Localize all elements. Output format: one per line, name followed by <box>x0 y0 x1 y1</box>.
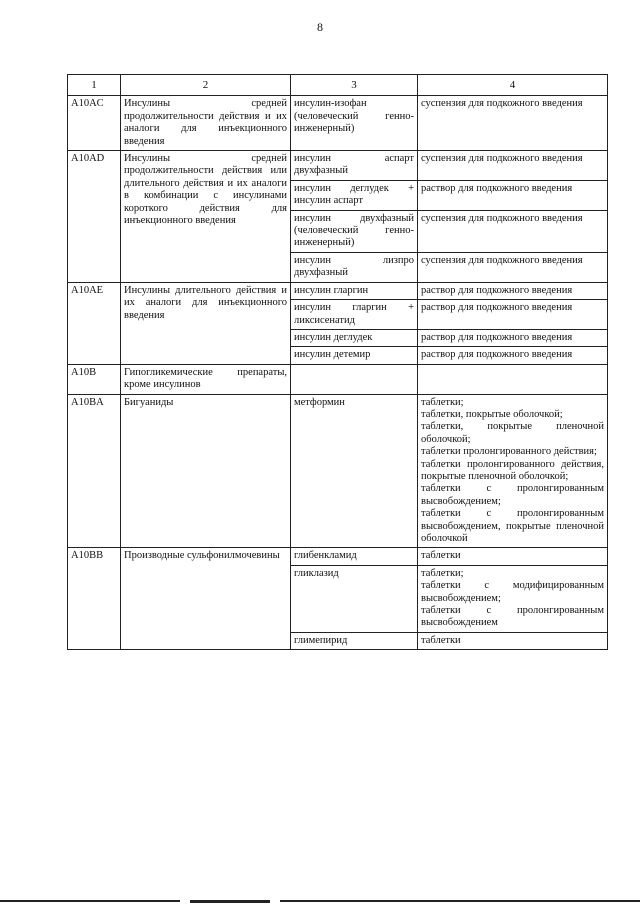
dosage-form-item: таблетки, покрытые пленочной оболочкой; <box>421 421 604 445</box>
dosage-forms <box>418 548 608 565</box>
drug-name: инсулин гларгин <box>291 282 418 299</box>
dosage-form-item: суспензия для подкожного введения <box>421 153 583 165</box>
table-row <box>68 151 608 181</box>
dosage-forms <box>418 347 608 364</box>
drug-name: глибенкламид <box>291 548 418 565</box>
atc-code: A10AE <box>68 282 121 364</box>
header-col-4: 4 <box>418 75 608 96</box>
drug-name: инсулин детемир <box>291 347 418 364</box>
drug-name: инсулин гларгин + ликсисенатид <box>291 300 418 330</box>
drug-name: инсулин аспарт двухфазный <box>291 151 418 181</box>
atc-code: A10BA <box>68 394 121 548</box>
dosage-form-item: таблетки с пролонгированным высвобождением <box>421 605 604 629</box>
group-name: Производные сульфонилмочевины <box>121 548 291 650</box>
dosage-forms <box>418 151 608 181</box>
dosage-forms <box>418 632 608 649</box>
dosage-form-item: суспензия для подкожного введения <box>421 212 583 224</box>
drug-name: инсулин двухфазный (человеческий генно-инженерный) <box>291 210 418 252</box>
drug-name: метформин <box>291 394 418 548</box>
drug-name: инсулин-изофан (человеческий генно-инженерный) <box>291 96 418 151</box>
drug-name: инсулин деглудек <box>291 329 418 346</box>
group-name: Инсулины средней продолжительности действия или длительного действия и их аналоги в комбинации с инсулинами короткого действия для инъекционного введения <box>121 151 291 283</box>
dosage-form-item: таблетки пролонгированного действия; <box>421 446 597 458</box>
dosage-form-item: таблетки с пролонгированным высвобождением; <box>421 483 604 507</box>
dosage-form-item: таблетки <box>421 550 461 562</box>
group-name: Бигуаниды <box>121 394 291 548</box>
table-row <box>68 394 608 548</box>
dosage-forms <box>418 96 608 151</box>
atc-code: A10AC <box>68 96 121 151</box>
drug-name: инсулин лизпро двухфазный <box>291 252 418 282</box>
dosage-forms <box>418 300 608 330</box>
table-row <box>68 364 608 394</box>
dosage-forms <box>418 210 608 252</box>
table-row <box>68 548 608 565</box>
dosage-form-item: раствор для подкожного введения <box>421 302 573 314</box>
dosage-form-item: таблетки с модифицированным высвобождением; <box>421 580 604 604</box>
dosage-form-item: таблетки; <box>421 567 464 579</box>
drug-name: глимепирид <box>291 632 418 649</box>
dosage-forms <box>418 565 608 632</box>
group-name: Гипогликемические препараты, кроме инсулинов <box>121 364 291 394</box>
dosage-forms <box>418 364 608 394</box>
atc-code: A10AD <box>68 151 121 283</box>
dosage-forms <box>418 329 608 346</box>
drug-name: гликлазид <box>291 565 418 632</box>
drug-name <box>291 364 418 394</box>
group-name: Инсулины средней продолжительности действия и их аналоги для инъекционного введения <box>121 96 291 151</box>
header-col-3: 3 <box>291 75 418 96</box>
dosage-form-item: раствор для подкожного введения <box>421 182 573 194</box>
dosage-form-item: суспензия для подкожного введения <box>421 254 583 266</box>
dosage-form-item: таблетки; <box>421 396 464 408</box>
dosage-forms <box>418 282 608 299</box>
dosage-form-item: таблетки <box>421 634 461 646</box>
dosage-form-item: раствор для подкожного введения <box>421 349 573 361</box>
atc-code: A10B <box>68 364 121 394</box>
dosage-form-item: таблетки, покрытые оболочкой; <box>421 408 563 420</box>
drug-table <box>67 74 608 650</box>
header-col-1: 1 <box>68 75 121 96</box>
dosage-forms <box>418 252 608 282</box>
table-row <box>68 282 608 299</box>
group-name: Инсулины длительного действия и их аналоги для инъекционного введения <box>121 282 291 364</box>
header-row <box>68 75 608 96</box>
dosage-form-item: суспензия для подкожного введения <box>421 98 583 110</box>
dosage-forms <box>418 394 608 548</box>
dosage-form-item: таблетки с пролонгированным высвобождением, покрытые пленочной оболочкой <box>421 508 604 544</box>
dosage-form-item: раствор для подкожного введения <box>421 331 573 343</box>
page-number: 8 <box>317 20 323 34</box>
dosage-form-item: раствор для подкожного введения <box>421 284 573 296</box>
scan-edge-bar <box>0 900 640 903</box>
dosage-form-item: таблетки пролонгированного действия, покрытые пленочной оболочкой; <box>421 458 604 482</box>
table-row <box>68 96 608 151</box>
header-col-2: 2 <box>121 75 291 96</box>
drug-name: инсулин деглудек + инсулин аспарт <box>291 180 418 210</box>
dosage-forms <box>418 180 608 210</box>
atc-code: A10BB <box>68 548 121 650</box>
